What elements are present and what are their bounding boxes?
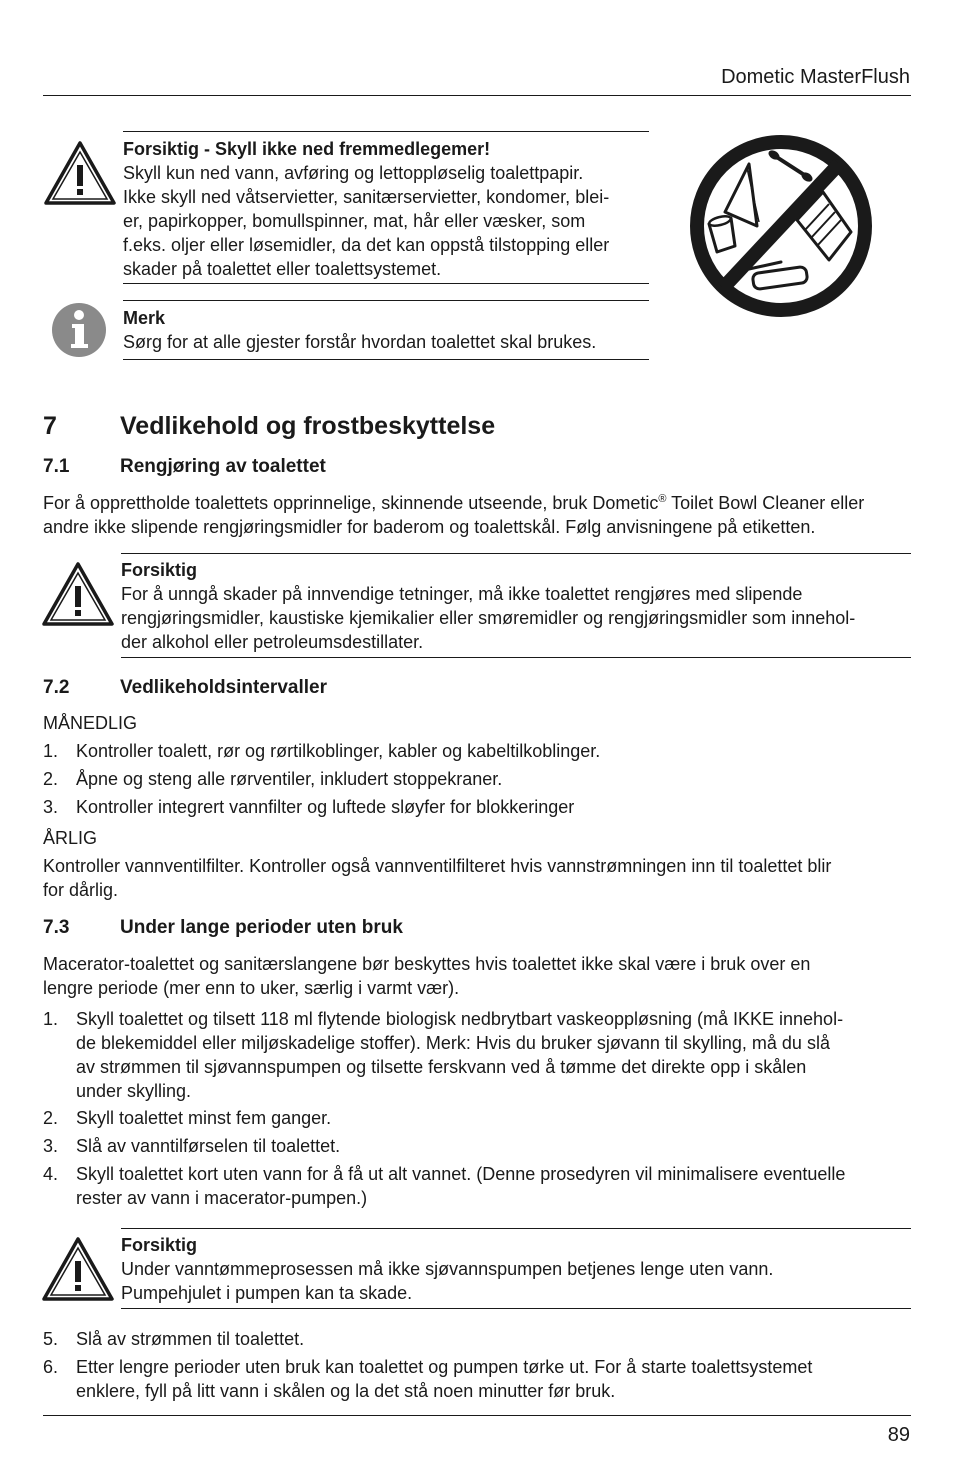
caution-top-rule [121, 1228, 911, 1229]
list-item-text: Slå av strømmen til toalettet. [76, 1329, 305, 1349]
list-item-text: Etter lengre perioder uten bruk kan toalettet og pumpen tørke ut. For å starte toalettsystemet [76, 1357, 813, 1377]
paragraph-text: Kontroller vannventilfilter. Kontroller også vannventilfilteret hvis vannstrømningen inn til toalettet blir [43, 856, 832, 876]
caution-title: Forsiktig [121, 560, 198, 580]
yearly-label: ÅRLIG [43, 828, 98, 848]
list-item-text: de blekemiddel eller miljøskadelige stoffer). Merk: Hvis du bruker sjøvann til skylling, må du slå [76, 1033, 830, 1053]
paragraph-text: for dårlig. [43, 880, 119, 900]
note-top-rule [123, 300, 649, 301]
paragraph-text: lengre periode (mer enn to uker, særlig i varmt vær). [43, 978, 460, 998]
list-item-text: Slå av vanntilførselen til toalettet. [76, 1136, 341, 1156]
warning-top-title: Forsiktig - Skyll ikke ned fremmedlegemer! [123, 139, 491, 159]
caution-title: Forsiktig [121, 1235, 198, 1255]
note-title: Merk [123, 308, 166, 328]
storage-intro [43, 952, 923, 1000]
subsection-number: 7.1 [43, 456, 70, 477]
list-item-number: 5. [43, 1329, 59, 1349]
list-item-number: 1. [43, 741, 59, 761]
list-item-text: rester av vann i macerator-pumpen.) [76, 1188, 368, 1208]
subsection-title: Under lange perioder uten bruk [120, 917, 403, 938]
list-item-text: Kontroller toalett, rør og rørtilkoblinger, kabler og kabeltilkoblinger. [76, 741, 601, 761]
note-text: Sørg for at alle gjester forstår hvordan toalettet skal brukes. [123, 332, 597, 352]
warning-top-line: Skyll kun ned vann, avføring og lettoppløselig toalettpapir. [123, 163, 584, 183]
caution-line: rengjøringsmidler, kaustiske kjemikalier eller smøremidler og rengjøringsmidler som innehol- [121, 608, 856, 628]
list-item-number: 1. [43, 1009, 59, 1029]
warning-top-line: Ikke skyll ned våtservietter, sanitærservietter, kondomer, blei- [123, 187, 610, 207]
list-item [43, 739, 911, 763]
paragraph-text: For å opprettholde toalettets opprinnelige, skinnende utseende, bruk Dometic [43, 493, 659, 513]
info-icon [51, 302, 107, 358]
header-rule [43, 95, 911, 96]
list-item-text: enklere, fyll på litt vann i skålen og la det stå noen minutter før bruk. [76, 1381, 616, 1401]
list-item-number: 2. [43, 1108, 59, 1128]
list-item [43, 795, 911, 819]
list-item-number: 3. [43, 1136, 59, 1156]
caution-bottom-rule [121, 657, 911, 658]
section-title: Vedlikehold og frostbeskyttelse [120, 412, 496, 440]
subsection-number: 7.3 [43, 917, 70, 938]
caution-top-rule [121, 553, 911, 554]
warning-top-bottom-rule [123, 283, 649, 284]
list-item-text: Skyll toalettet minst fem ganger. [76, 1108, 332, 1128]
note-bottom-rule [123, 359, 649, 360]
warning-top-line: f.eks. oljer eller løsemidler, da det kan oppstå tilstopping eller [123, 235, 610, 255]
list-item-number: 4. [43, 1164, 59, 1184]
footer-rule [43, 1415, 911, 1416]
list-item-number: 6. [43, 1357, 59, 1377]
warning-top-notice [123, 137, 663, 281]
warning-icon [44, 141, 116, 205]
list-item-text: Åpne og steng alle rørventiler, inkludert stoppekraner. [76, 769, 503, 789]
cleaning-paragraph [43, 491, 923, 539]
paragraph-text: Macerator-toalettet og sanitærslangene bør beskyttes hvis toalettet ikke skal være i bruk over en [43, 954, 811, 974]
list-item-number: 2. [43, 769, 59, 789]
list-item-number: 3. [43, 797, 59, 817]
yearly-paragraph [43, 854, 923, 902]
warning-icon [42, 1237, 114, 1301]
list-item [43, 1355, 911, 1403]
warning-top-line: er, papirkopper, bomullspinner, mat, hår eller væsker, som [123, 211, 586, 231]
paragraph-text: Toilet Bowl Cleaner eller [666, 493, 865, 513]
list-item-text: av strømmen til sjøvannspumpen og tilsette ferskvann ved å tømme det direkte opp i skålen [76, 1057, 807, 1077]
list-item [43, 1007, 911, 1103]
caution-notice [121, 1233, 921, 1305]
caution-line: Pumpehjulet i pumpen kan ta skade. [121, 1283, 413, 1303]
caution-line: der alkohol eller petroleumsdestillater. [121, 632, 424, 652]
list-item [43, 1162, 911, 1210]
page-number: 89 [887, 1424, 910, 1446]
subsection-title: Vedlikeholdsintervaller [120, 677, 327, 698]
note-notice [123, 306, 663, 354]
caution-bottom-rule [121, 1308, 911, 1309]
no-foreign-objects-icon [689, 134, 873, 318]
list-item [43, 1106, 911, 1130]
list-item [43, 767, 911, 791]
warning-top-line: skader på toalettet eller toalettsystemet. [123, 259, 442, 279]
paragraph-text: andre ikke slipende rengjøringsmidler for baderom og toalettskål. Følg anvisningene på etiketten. [43, 517, 816, 537]
registered-mark: ® [658, 493, 667, 505]
section-number: 7 [43, 412, 57, 440]
monthly-label: MÅNEDLIG [43, 713, 138, 733]
document-header-title: Dometic MasterFlush [721, 66, 910, 88]
caution-line: For å unngå skader på innvendige tetninger, må ikke toalettet rengjøres med slipende [121, 584, 803, 604]
list-item-text: under skylling. [76, 1081, 192, 1101]
subsection-number: 7.2 [43, 677, 70, 698]
subsection-title: Rengjøring av toalettet [120, 456, 326, 477]
caution-notice [121, 558, 921, 654]
warning-top-rule [123, 131, 649, 132]
list-item [43, 1327, 911, 1351]
warning-icon [42, 562, 114, 626]
list-item-text: Skyll toalettet og tilsett 118 ml flytende biologisk nedbrytbart vaskeoppløsning (må IKKE innehol- [76, 1009, 844, 1029]
list-item [43, 1134, 911, 1158]
caution-line: Under vanntømmeprosessen må ikke sjøvannspumpen betjenes lenge uten vann. [121, 1259, 774, 1279]
list-item-text: Skyll toalettet kort uten vann for å få ut alt vannet. (Denne prosedyren vil minimalisere eventuelle [76, 1164, 846, 1184]
list-item-text: Kontroller integrert vannfilter og luftede sløyfer for blokkeringer [76, 797, 575, 817]
